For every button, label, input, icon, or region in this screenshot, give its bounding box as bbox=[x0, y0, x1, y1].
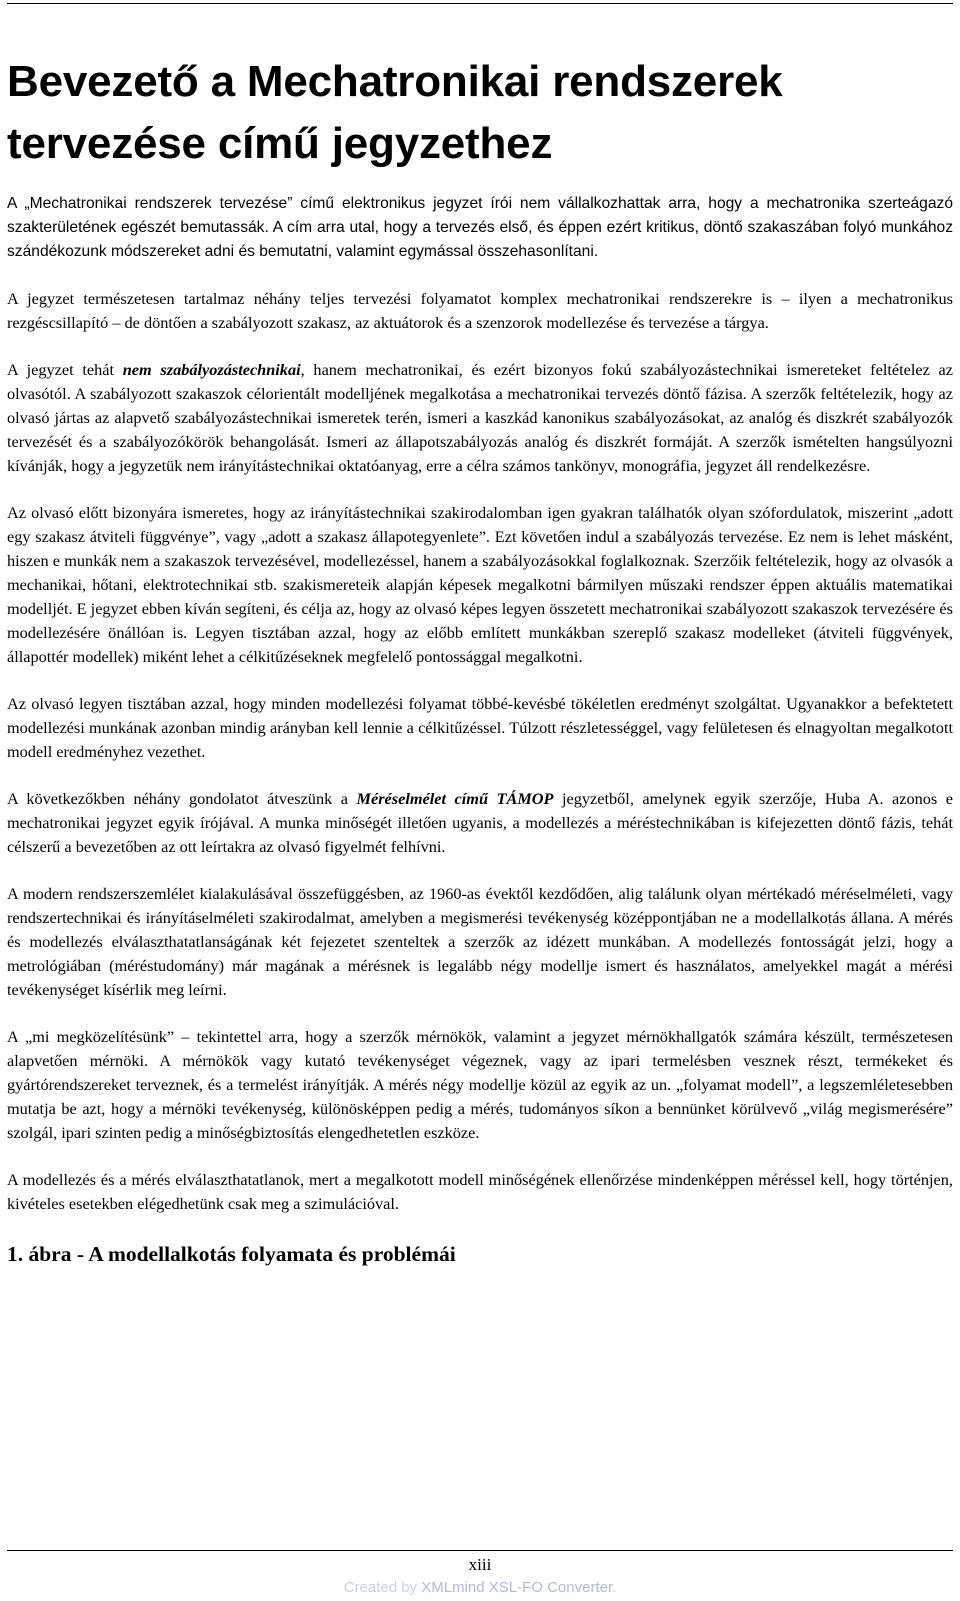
paragraph-4: Az olvasó előtt bizonyára ismeretes, hogy az irányítástechnikai szakirodalomban igen gyakran találhatók olyan szófordulatok, miszerint „adott egy szakasz átviteli függvénye”, vagy „adott a szakasz állapotegyenlete”. Ezt követően indul a szabályozás tervezése. Ez nem is lehet másként, hiszen e munkák nem a szakaszok tervezésével, modellezéssel, hanem a szabályozásokkal foglalkoznak. Szerzőik feltételezik, hogy az olvasók a mechanikai, hőtani, elektrotechnikai stb. szakismereteik alapján képesek megalkotni bármilyen műszaki rendszer éppen aktuális matematikai modelljét. E jegyzet ebben kíván segíteni, és célja az, hogy az olvasó képes legyen összetett mechatronikai szabályozott szakaszok tervezésére és modellezésére önállóan is. Legyen tisztában azzal, hogy az előbb említett munkákban szereplő szakasz modelleket (átviteli függvények, állapottér modellek) miként lehet a célkitűzéseknek megfelelő pontossággal megalkotni. bbox=[7, 503, 953, 666]
header-rule bbox=[7, 3, 953, 4]
document-title: Bevezető a Mechatronikai rendszerek tervezése című jegyzethez bbox=[7, 57, 783, 168]
paragraph-7: A modern rendszerszemlélet kialakulásával összefüggésben, az 1960-as évektől kezdődően, alig találunk olyan mértékadó méréselméleti, vagy rendszertechnikai és irányításelméleti szakirodalmat, amelyben a megismerési tevékenység középpontjában ne a modellalkotás állana. A mérés és modellezés elválaszthatatlanságának két fejezetet szenteltek a szerzők az idézett munkában. A modellezés fontosságát jelzi, hogy a metrológiában (méréstudomány) már magának a mérésnek is legalább négy modellje ismert és használatos, amelyekkel magát a mérési tevékenységet kísérlik meg leírni. bbox=[7, 884, 953, 999]
paragraph-2: A jegyzet természetesen tartalmaz néhány teljes tervezési folyamatot komplex mechatronikai rendszerekre is – ilyen a mechatronikus rezgéscsillapító – de döntően a szabályozott szakasz, az aktuátorok és a szenzorok modellezése és tervezése a tárgya. bbox=[7, 289, 953, 332]
paragraph-5: Az olvasó legyen tisztában azzal, hogy minden modellezési folyamat többé-kevésbé tökéletlen eredményt szolgáltat. Ugyanakkor a befektetett modellezési munkának azonban mindig arányban kell lennie a célkitűzéssel. Túlzott részletességgel, vagy felületesen és elnagyoltan megalkotott modell eredményhez vezethet. bbox=[7, 694, 953, 761]
paragraph-8: A „mi megközelítésünk” – tekintettel arra, hogy a szerzők mérnökök, valamint a jegyzet mérnökhallgatók számára készült, természetesen alapvetően mérnöki. A mérnökök vagy kutató tevékenységet végeznek, vagy az ipari termelésben vesznek részt, termékeket és gyártórendszereket terveznek, és a termelést irányítják. A mérés négy modellje közül az egyik az un. „folyamat modell”, a legszemléletesebben mutatja be azt, hogy a mérnöki tevékenység, különösképpen pedig a mérés, tudományos síkon a bennünket körülvevő „világ megismerésére” szolgál, ipari szinten pedig a minőségbiztosítás elengedhetetlen eszköze. bbox=[7, 1027, 953, 1142]
paragraph-9: A modellezés és a mérés elválaszthatatlanok, mert a megalkotott modell minőségének ellenőrzése mindenképpen méréssel kell, hogy történjen, kivételes esetekben elégedhetünk csak meg a szimulációval. bbox=[7, 1170, 953, 1213]
emphasis: Méréselmélet című TÁMOP bbox=[356, 789, 554, 808]
converter-brand: XMLmind XSL-FO Converter bbox=[421, 1579, 613, 1596]
paragraph-3: A jegyzet tehát nem szabályozástechnikai, hanem mechatronikai, és ezért bizonyos fokú szabályozástechnikai ismereteket feltételez az olvasótól. A szabályozott szakaszok célorientált modelljének megalkotása a mechatronikai tervezés döntő fázisa. A szerzők feltételezik, hogy az olvasó jártas az alapvető szabályozástechnikai ismeretek terén, ismeri a kaszkád kanonikus szabályozásokat, az analóg és diszkrét szabályozók tervezését és a szabályozókörök behangolását. Ismeri az állapotszabályozás analóg és diszkrét formáját. A szerzők ismételten hangsúlyozni kívánják, hogy a jegyzetük nem irányítástechnikai oktatóanyag, erre a célra számos tankönyv, monográfia, jegyzet áll rendelkezésre. bbox=[7, 360, 954, 475]
figure-heading: 1. ábra - A modellalkotás folyamata és problémái bbox=[7, 1242, 456, 1266]
page-number: xiii bbox=[468, 1555, 492, 1574]
paragraph-6: A következőkben néhány gondolatot átveszünk a Méréselmélet című TÁMOP jegyzetből, amelynek egyik szerzője, Huba A. azonos e mechatronikai jegyzet egyik írójával. A munka minőségét illetően ugyanis, a modellezés a méréstechnikában is kifejezetten döntő fázis, tehát célszerű a bevezetőben az ott leírtakra az olvasó figyelmét felhívni. bbox=[7, 789, 953, 856]
converter-footer: Created by XMLmind XSL-FO Converter. bbox=[343, 1579, 617, 1596]
emphasis: nem szabályozástechnikai bbox=[122, 360, 301, 379]
footer-rule bbox=[7, 1550, 953, 1551]
paragraph-1: A „Mechatronikai rendszerek tervezése” című elektronikus jegyzet írói nem vállalkozhattak arra, hogy a mechatronika szerteágazó szakterületének egészét bemutassák. A cím arra utal, hogy a tervezés első, és éppen ezért kritikus, döntő szakaszában folyó munkához szándékozunk módszereket adni és bemutatni, valamint egymással összehasonlítani. bbox=[7, 195, 953, 260]
document-body bbox=[7, 51, 953, 1268]
